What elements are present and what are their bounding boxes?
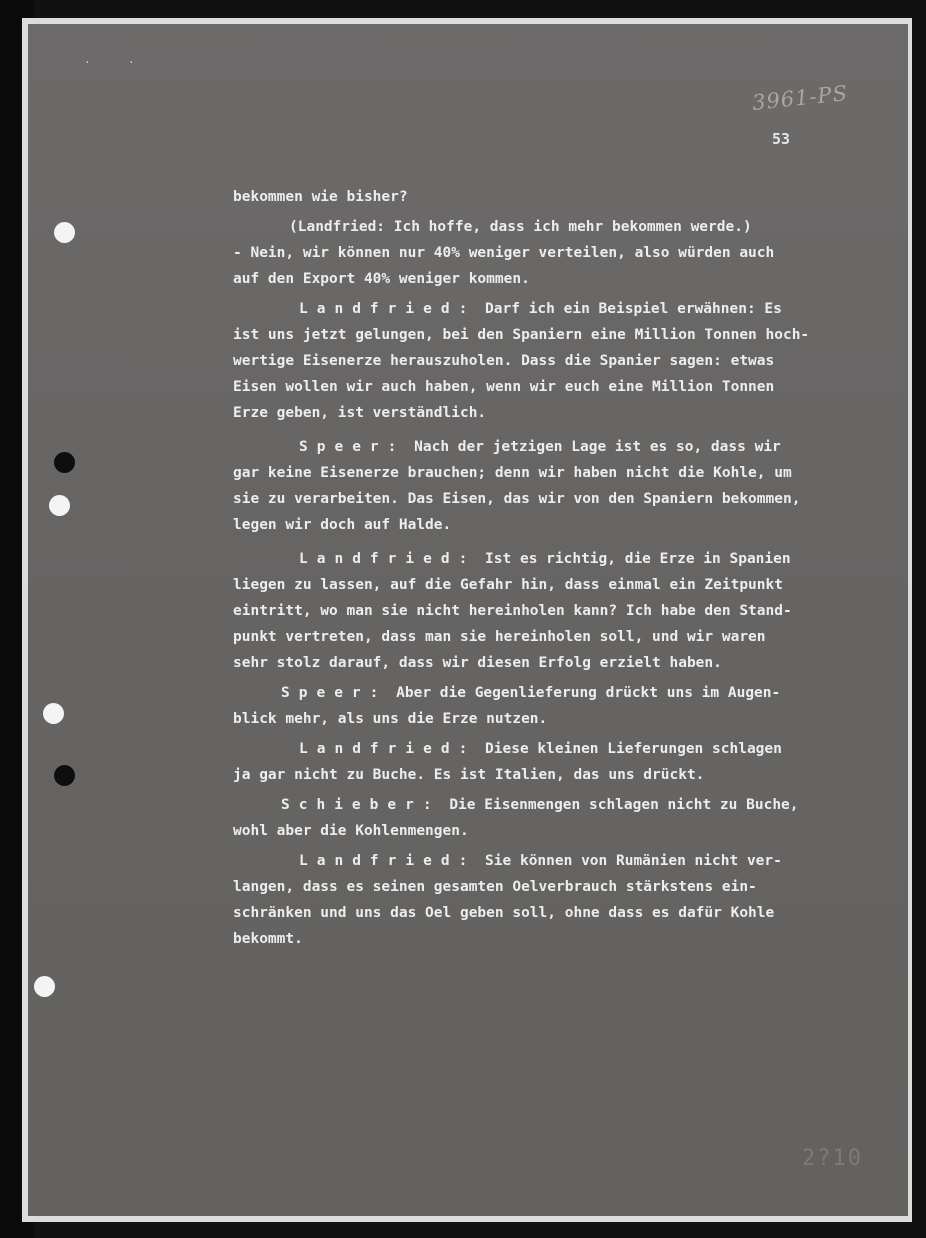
typed-transcript: [233, 184, 903, 952]
text-line: Eisen wollen wir auch haben, wenn wir euch eine Million Tonnen: [233, 379, 775, 395]
speaker-paragraph: [233, 736, 903, 762]
speaker-name: Landfried:: [299, 551, 477, 567]
text-line: liegen zu lassen, auf die Gefahr hin, dass einmal ein Zeitpunkt: [233, 577, 783, 593]
text-line: Diese kleinen Lieferungen schlagen: [485, 741, 782, 757]
speaker-paragraph: [233, 296, 903, 322]
text-line: Aber die Gegenlieferung drückt uns im Augen-: [396, 685, 781, 701]
speaker-name: Landfried:: [299, 853, 477, 869]
speaker-paragraph: [233, 848, 903, 874]
faint-page-stamp: 2?10: [802, 1146, 863, 1171]
punch-hole: [49, 495, 70, 516]
text-line: auf den Export 40% weniger kommen.: [233, 271, 530, 287]
punch-hole: [43, 703, 64, 724]
text-line: - Nein, wir können nur 40% weniger verteilen, also würden auch: [233, 245, 775, 261]
text-line: Darf ich ein Beispiel erwähnen: Es: [485, 301, 782, 317]
speaker-paragraph: [233, 792, 903, 818]
text-line: gar keine Eisenerze brauchen; denn wir haben nicht die Kohle, um: [233, 465, 792, 481]
punch-hole: [54, 765, 75, 786]
text-line: Die Eisenmengen schlagen nicht zu Buche,: [449, 797, 799, 813]
speaker-name: Speer:: [299, 439, 406, 455]
text-line: wertige Eisenerze herauszuholen. Dass die Spanier sagen: etwas: [233, 353, 775, 369]
text-line: punkt vertreten, dass man sie hereinholen soll, und wir waren: [233, 629, 766, 645]
scan-dot-mark: ·: [84, 56, 91, 69]
punch-hole: [54, 452, 75, 473]
text-line: schränken und uns das Oel geben soll, ohne dass es dafür Kohle: [233, 905, 775, 921]
speaker-paragraph: [233, 546, 903, 572]
speaker-name: Schieber:: [281, 797, 441, 813]
text-line: ist uns jetzt gelungen, bei den Spaniern eine Million Tonnen hoch-: [233, 327, 810, 343]
speaker-paragraph: [233, 434, 903, 460]
text-line: legen wir doch auf Halde.: [233, 517, 452, 533]
text-line: Erze geben, ist verständlich.: [233, 405, 487, 421]
speaker-name: Landfried:: [299, 741, 477, 757]
scan-dot-mark: ·: [128, 56, 135, 69]
punch-hole: [34, 976, 55, 997]
text-line: Sie können von Rumänien nicht ver-: [485, 853, 782, 869]
text-line: sie zu verarbeiten. Das Eisen, das wir von den Spaniern bekommen,: [233, 491, 801, 507]
speaker-name: Speer:: [281, 685, 388, 701]
text-line: ja gar nicht zu Buche. Es ist Italien, das uns drückt.: [233, 767, 705, 783]
text-line: (Landfried: Ich hoffe, dass ich mehr bekommen werde.): [289, 219, 752, 235]
text-line: wohl aber die Kohlenmengen.: [233, 823, 469, 839]
text-line: bekommt.: [233, 931, 303, 947]
text-line: Nach der jetzigen Lage ist es so, dass wir: [414, 439, 781, 455]
text-line: blick mehr, als uns die Erze nutzen.: [233, 711, 548, 727]
speaker-name: Landfried:: [299, 301, 477, 317]
page-number: 53: [772, 130, 791, 148]
text-line: bekommen wie bisher?: [233, 189, 408, 205]
text-line: eintritt, wo man sie nicht hereinholen kann? Ich habe den Stand-: [233, 603, 792, 619]
punch-hole: [54, 222, 75, 243]
speaker-paragraph: [233, 680, 903, 706]
text-line: sehr stolz darauf, dass wir diesen Erfolg erzielt haben.: [233, 655, 722, 671]
text-line: langen, dass es seinen gesamten Oelverbrauch stärkstens ein-: [233, 879, 757, 895]
text-line: Ist es richtig, die Erze in Spanien: [485, 551, 791, 567]
handwritten-document-reference: 3961-PS: [751, 81, 850, 115]
